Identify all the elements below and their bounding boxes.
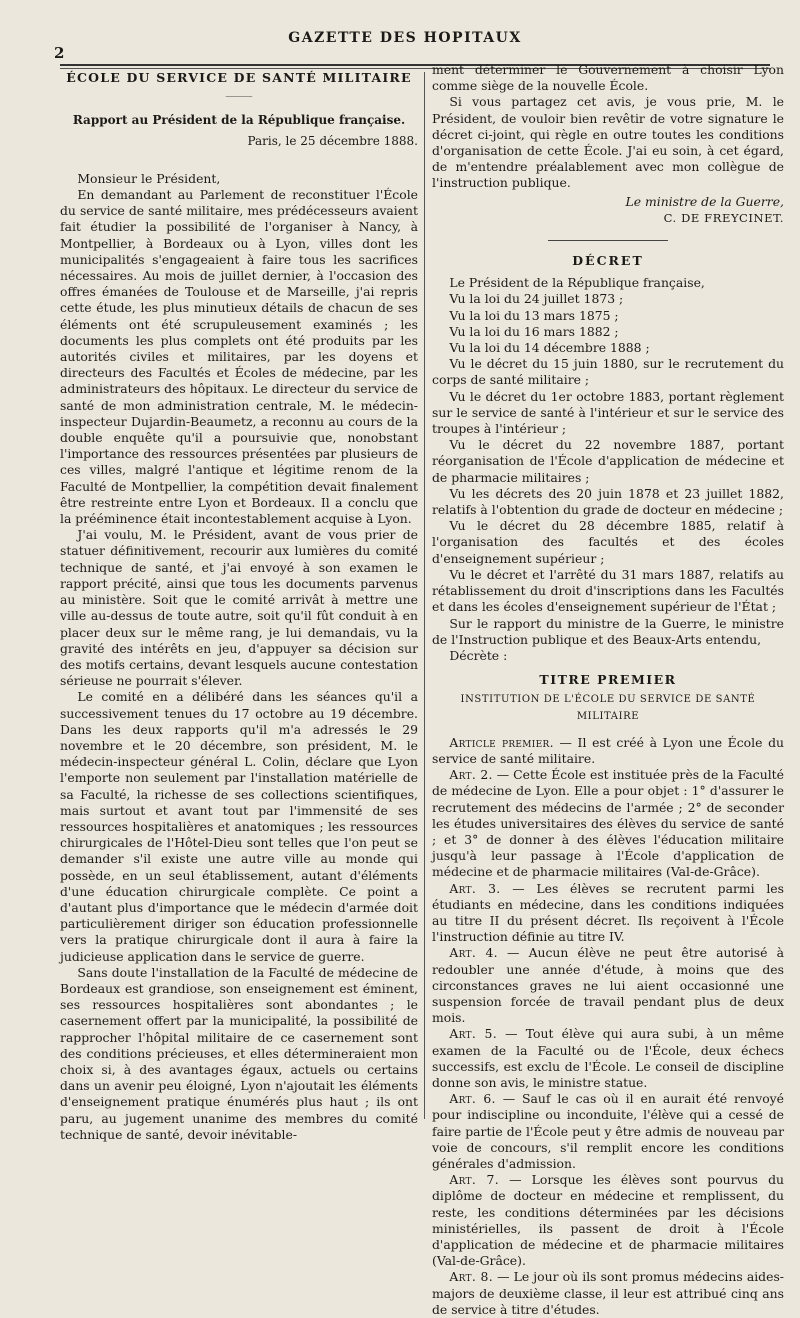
decrete-line: Décrète :	[449, 647, 508, 663]
school-heading: ÉCOLE DU SERVICE DE SANTÉ MILITAIRE	[66, 70, 412, 85]
visa-item: Vu le décret du 28 décembre 1885, relatif à l'organisation des facultés et des écoles d'enseignement supérieur ;	[432, 518, 784, 566]
article	[432, 881, 784, 946]
ornament-rule: ⸻	[225, 89, 253, 103]
visa-item: Vu le décret du 22 novembre 1887, portant réorganisation de l'École d'application de médecine et de pharmacie militaires ;	[432, 437, 784, 485]
article-label: Art. 2.	[449, 767, 493, 783]
article-text: — Aucun élève ne peut être autorisé à redoubler une année d'étude, à moins que des circonstances graves ne lui aient occasionné une suspension forcée de travail pendant plus de deux mois.	[432, 945, 784, 1026]
visa-item: Sur le rapport du ministre de la Guerre, le ministre de l'Instruction publique et des Beaux-Arts entendu,	[432, 615, 784, 647]
article-label: Art. 8.	[449, 1269, 493, 1285]
article-label: Article premier.	[449, 734, 554, 750]
column-divider	[424, 72, 425, 1119]
article	[432, 767, 784, 880]
article-text: — Sauf le cas où il en aurait été renvoyé pour indiscipline ou inconduite, l'élève qui a cessé de faire partie de l'École peut y être admis de nouveau par voie de concours, s'il remplit encore les conditions générales d'admission.	[432, 1091, 785, 1171]
signature-role: Le ministre de la Guerre,	[625, 193, 784, 209]
article-label: Art. 6.	[449, 1091, 496, 1107]
titre-premier: TITRE PREMIER	[539, 672, 677, 688]
article	[432, 1269, 784, 1318]
article-text: — Le jour où ils sont promus médecins aides-majors de deuxième classe, il leur est attribué cinq ans de service à titre d'études.	[432, 1269, 784, 1317]
left-column	[60, 62, 418, 1143]
article-text: — Les élèves se recrutent parmi les étudiants en médecine, dans les conditions indiquées au titre II du présent décret. Ils reçoivent à l'École l'instruction définie au titre IV.	[432, 880, 784, 945]
article-label: Art. 3.	[449, 880, 501, 896]
article	[432, 1172, 784, 1269]
institution-subheading: INSTITUTION DE L'ÉCOLE DU SERVICE DE SANTÉ MILITAIRE	[460, 694, 756, 722]
visa-item: Vu la loi du 14 décembre 1888 ;	[449, 340, 650, 356]
journal-title: GAZETTE DES HOPITAUX	[288, 30, 522, 46]
visa-item: Vu la loi du 16 mars 1882 ;	[449, 323, 619, 339]
decret-intro: Le Président de la République française,	[449, 275, 705, 291]
visa-item: Vu le décret du 15 juin 1880, sur le recrutement du corps de santé militaire ;	[432, 356, 784, 388]
report-continuation: ment déterminer le Gouvernement à choisir Lyon comme siège de la nouvelle École.	[432, 62, 784, 94]
running-head	[40, 30, 770, 60]
visa-item: Vu le décret et l'arrêté du 31 mars 1887, relatifs au rétablissement du droit d'inscriptions dans les Facultés et dans les écoles d'enseignement supérieur de l'État ;	[432, 566, 784, 615]
article-text: — Il est créé à Lyon une École du service de santé militaire.	[432, 734, 784, 766]
report-paragraph: En demandant au Parlement de reconstituer l'École du service de santé militaire, mes prédécesseurs avaient fait étudier la possibilité de l'organiser à Nancy, à Montpellier, à Bordeaux ou à Lyon, villes dont les municipalités s'engageaient à faire tous les sacrifices nécessaires. Au mois de juillet dernier, à l'occasion des offres émanées de Toulouse et de Marseille, j'ai repris cette étude, les plus minutieux détails de chacun de ses éléments ont été scrupuleusement examinés ; les documents les plus complets ont été produits par les autorités civiles et militaires, par les doyens et directeurs des Facultés et Écoles de médecine, par les administrateurs des hôpitaux. Le directeur du service de santé de mon administration centrale, M. le médecin-inspecteur Dujardin-Beaumetz, a reconnu au cours de la double enquête qu'il a poursuivie que, nonobstant l'importance des ressources présentées par plusieurs de ces villes, malgré l'antique et légitime renom de la Faculté de Montpellier, la compétition devait finalement être restreinte entre Lyon et Bordeaux. Il a conclu que la prééminence était incontestablement acquise à Lyon.	[60, 187, 418, 527]
visa-item: Vu le décret du 1er octobre 1883, portant règlement sur le service de santé à l'intérieur et sur le service des troupes à l'intérieur ;	[432, 388, 784, 437]
page-number: 2	[54, 44, 65, 62]
report-paragraph: Sans doute l'installation de la Faculté de médecine de Bordeaux est grandiose, son enseignement est éminent, ses ressources hospitalières sont abondantes ; le casernement offert par la municipalité, la possibilité de rapprocher l'hôpital militaire de ce casernement sont des conditions précieuses, et elles détermineraient mon choix si, à des avantages égaux, actuels ou certains dans un avenir peu éloigné, Lyon n'ajoutait les éléments d'enseignement pratique énumérés plus haut ; ils ont paru, au jugement unanime des membres du comité technique de santé, devoir inévitable-	[60, 964, 418, 1142]
right-column	[432, 62, 784, 1318]
visa-item: Vu la loi du 13 mars 1875 ;	[449, 307, 619, 323]
section-rule	[548, 240, 668, 241]
salutation: Monsieur le Président,	[77, 170, 221, 186]
report-paragraph: Le comité en a délibéré dans les séances qu'il a successivement tenues du 17 octobre au 19 décembre. Dans les deux rapports qu'il m'a adressés le 29 novembre et le 20 décembre, son président, M. le médecin-inspecteur général L. Colin, déclare que Lyon l'emporte non seulement par l'installation matérielle de sa Faculté, la richesse de ses collections scientifiques, mais surtout et avant tout par l'immensité de ses ressources hospitalières et anatomiques ; les ressources chirurgicales de l'Hôtel-Dieu sont telles que l'on peut se demander s'il existe une autre ville au monde qui possède, en un seul établissement, autant d'éléments d'une éducation chirurgicale complète. Ce point a d'autant plus d'importance que le médecin d'armée doit particulièrement diriger son éducation professionnelle vers la pratique chirurgicale dont il aura à faire la judicieuse application dans le service de guerre.	[60, 689, 418, 964]
article	[432, 735, 784, 767]
article	[432, 1026, 784, 1091]
article-text: — Cette École est instituée près de la Faculté de médecine de Lyon. Elle a pour objet : 1° d'assurer le recrutement des médecins de l'armée ; 2° de seconder les études universitaires des élèves du service de santé ; et 3° de donner à des élèves l'éducation militaire jusqu'à leur passage à l'École d'application de médecine et de pharmacie militaires (Val-de-Grâce).	[432, 767, 784, 880]
decret-title: DÉCRET	[572, 253, 644, 269]
signature-name: C. DE FREYCINET.	[663, 210, 784, 225]
article	[432, 1091, 784, 1172]
visa-item: Vu la loi du 24 juillet 1873 ;	[449, 291, 624, 307]
report-heading: Rapport au Président de la République française.	[72, 113, 406, 128]
article-label: Art. 4.	[449, 945, 498, 961]
article-label: Art. 5.	[449, 1026, 497, 1042]
article	[432, 945, 784, 1026]
article-text: — Tout élève qui aura subi, à un même examen de la Faculté ou de l'École, deux échecs successifs, est exclu de l'École. Le conseil de discipline donne son avis, le ministre statue.	[432, 1026, 784, 1090]
report-closing: Si vous partagez cet avis, je vous prie, M. le Président, de vouloir bien revêtir de votre signature le décret ci-joint, qui règle en outre toutes les conditions d'organisation de cette École. J'ai eu soin, à cet égard, de m'entendre préalablement avec mon collègue de l'instruction publique.	[432, 94, 784, 191]
visa-item: Vu les décrets des 20 juin 1878 et 23 juillet 1882, relatifs à l'obtention du grade de docteur en médecine ;	[432, 485, 784, 518]
dateline: Paris, le 25 décembre 1888.	[247, 133, 418, 148]
article-label: Art. 7.	[449, 1172, 499, 1188]
article-text: — Lorsque les élèves sont pourvus du diplôme de docteur en médecine et remplissent, du reste, les conditions déterminées par les décisions ministérielles, ils passent de droit à l'École d'application de médecine et de pharmacie militaires (Val-de-Grâce).	[432, 1172, 784, 1269]
report-paragraph: J'ai voulu, M. le Président, avant de vous prier de statuer définitivement, recourir aux lumières du comité technique de santé, et j'ai envoyé à son examen le rapport précité, ainsi que tous les documents parvenus au ministère. Soit que le comité arrivât à mettre une ville au-dessus de toute autre, soit qu'il fût conduit à en placer deux sur le même rang, je lui demandais, vu la gravité des intérêts en jeu, d'appuyer sa décision sur des motifs certains, devant lesquels aucune contestation sérieuse ne pourrait s'élever.	[60, 527, 418, 689]
